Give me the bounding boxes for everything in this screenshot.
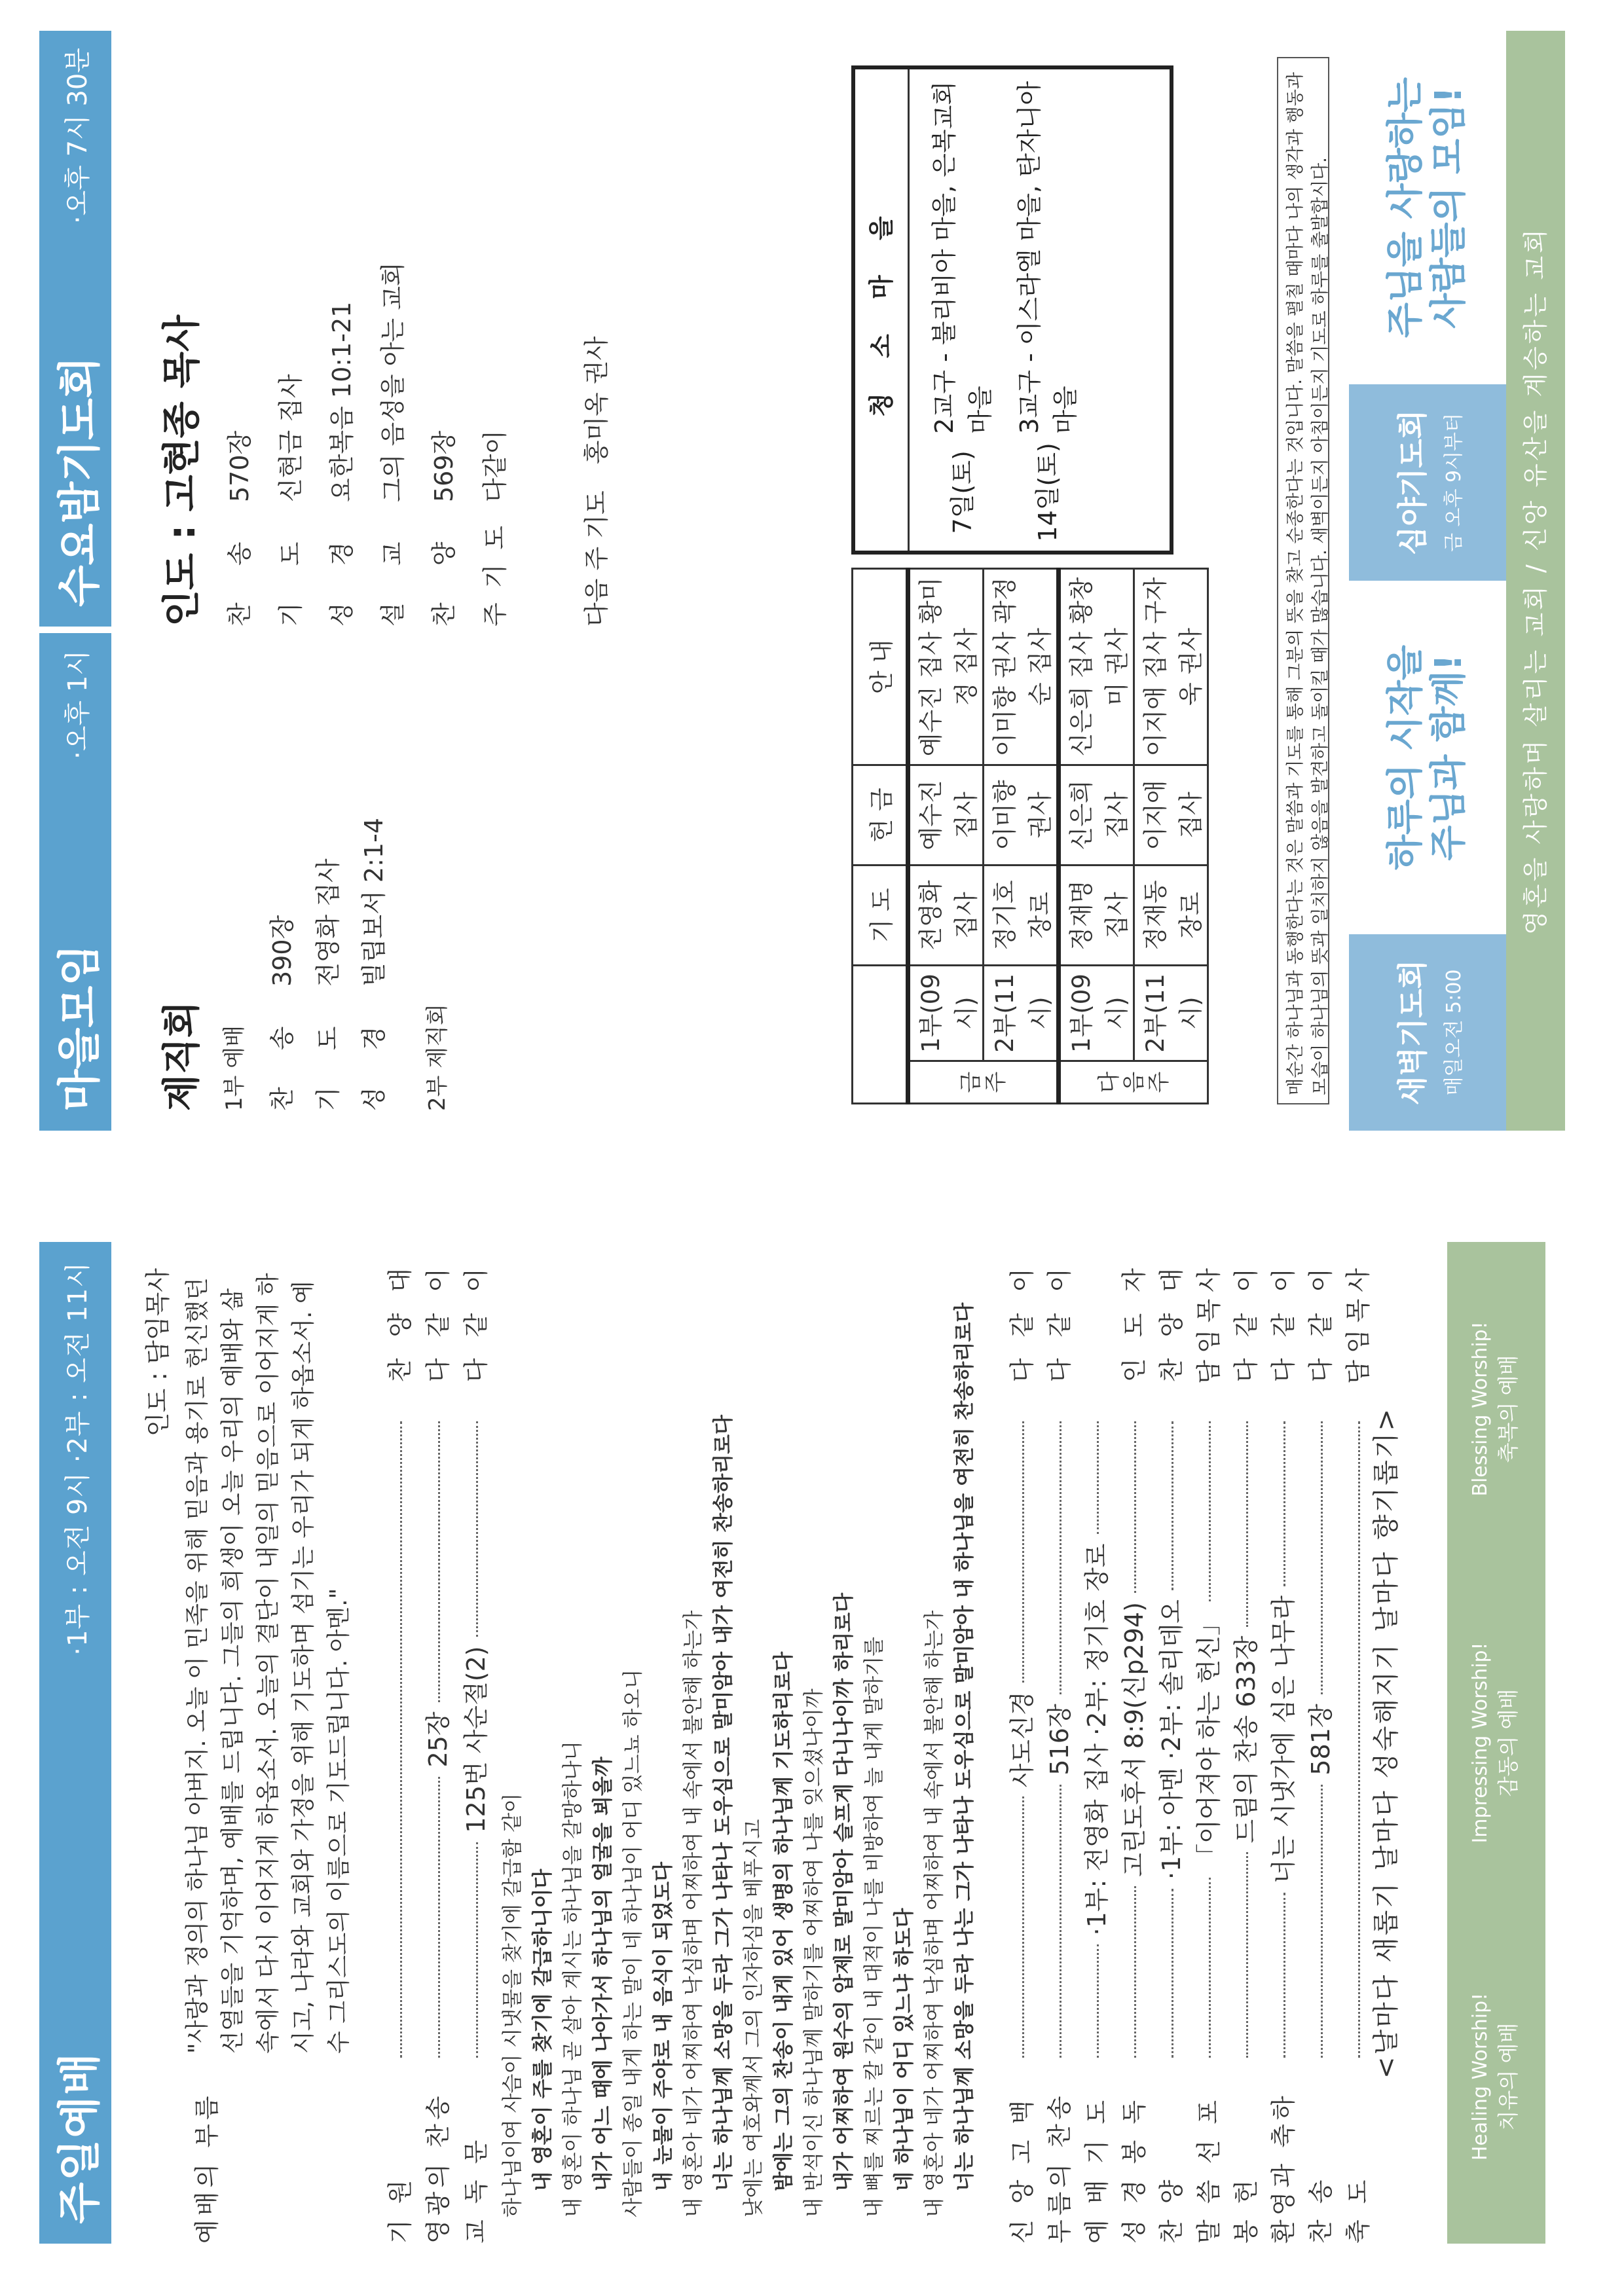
- wednesday-item: 기 도 신현금 집사: [276, 374, 305, 627]
- table-header-row: [853, 569, 908, 1104]
- night-prayer-box: [1349, 384, 1506, 581]
- meetings-panel: [39, 31, 1572, 1131]
- order-row: [456, 1262, 492, 2244]
- footer-en: Healing Worship!: [1469, 1992, 1492, 2161]
- order-label: 성 경 봉 독: [1120, 2096, 1149, 2244]
- order-value: ·1부: 전영화 집사 ·2부: 정기호 장로: [1082, 1543, 1111, 1936]
- reading-line: 내 영혼이 하나님 곧 살아 계시는 하나님을 갈망하나니: [561, 1741, 585, 2217]
- worship-leader: 인도 : 담임목사: [143, 1268, 172, 1437]
- church-motto-footer: 영혼을 사랑하며 살리는 교회 / 신앙 유산을 계승하는 교회: [1506, 31, 1565, 1131]
- order-who: 담임목사: [1194, 1261, 1223, 1384]
- wednesday-item: 찬 송 570장: [225, 430, 254, 627]
- table-cell: 정재명 집사: [1059, 865, 1134, 965]
- dot-leader: [1060, 1421, 1061, 1694]
- order-label: 환영과 축하: [1269, 2092, 1298, 2244]
- cleaning-text: 2교구 - 불리비아 마을, 은복교회 마을: [930, 81, 995, 434]
- cleaning-row: [1012, 69, 1078, 551]
- dot-leader: [1246, 1421, 1248, 1627]
- table-row: [1134, 569, 1208, 1104]
- order-value: 125번 사순절(2): [462, 1646, 490, 1833]
- dawn-prayer-slogan: 하루의 시작을 주님과 함께!: [1349, 581, 1506, 934]
- order-who: 다 같 이: [1232, 1262, 1261, 1383]
- dot-leader: [438, 1421, 440, 1702]
- order-label: 기 원: [386, 2176, 415, 2244]
- table-cell: 정기호 장로: [984, 865, 1059, 965]
- dot-leader: [1134, 1421, 1136, 1593]
- dot-leader: [476, 1842, 478, 2058]
- order-who: 찬 양 대: [1157, 1262, 1186, 1383]
- council-sub1: 1부 예배: [221, 1025, 248, 1111]
- reading-line: 내 눈물이 주야로 내 음식이 되었도다: [652, 1861, 675, 2191]
- table-cell: 이지애 집사 구자욱 권사: [1134, 569, 1208, 765]
- sunday-worship-panel: [39, 1242, 1572, 2244]
- dawn-prayer-box: [1349, 934, 1506, 1131]
- order-label: 찬 양: [1157, 2176, 1186, 2244]
- order-who: 찬 양 대: [386, 1262, 415, 1383]
- responsive-reading: [498, 1255, 980, 2217]
- reading-line: 사람들이 종일 내게 하는 말이 네 하나님이 어디 있느뇨 하오니: [621, 1669, 645, 2217]
- wednesday-prayer-title: 수요밤기도회: [54, 356, 105, 607]
- order-value: 사도신경: [1008, 1691, 1037, 1788]
- dot-leader: [1283, 1893, 1285, 2058]
- wednesday-item: 설 교 그의 음성을 아는 교회: [378, 262, 407, 627]
- footer-ko: 축복의 예배: [1496, 1355, 1521, 1463]
- reading-line: 내 반석이신 하나님께 말하기를 어찌하여 나를 잊으셨나이까: [802, 1688, 826, 2217]
- order-who: 다 같 이: [462, 1262, 490, 1383]
- dot-leader: [1172, 1889, 1173, 2058]
- footer-en: Impressing Worship!: [1469, 1642, 1492, 1844]
- sunday-worship-title: 주일예배: [54, 2051, 105, 2224]
- table-header: 헌 금: [853, 765, 908, 865]
- order-label: 찬 송: [1306, 2176, 1335, 2244]
- dot-leader: [1321, 1785, 1323, 2058]
- council-item: 기 도 전영화 집사: [314, 858, 342, 1111]
- dot-leader: [1358, 1421, 1360, 2058]
- next-week-prayer-label: 다음 주 기도: [582, 490, 611, 627]
- meetings-header: [39, 31, 111, 1131]
- order-value: ·1부: 아멘 ·2부: 솔리데오: [1157, 1599, 1186, 1880]
- dot-leader: [1022, 1796, 1024, 2058]
- council-item: 찬 송 390장: [268, 915, 297, 1111]
- wednesday-item: 성 경 요한복음 10:1-21: [327, 301, 356, 627]
- footer-ko: 감동의 예배: [1496, 1688, 1521, 1797]
- order-row: [1077, 1262, 1113, 2244]
- table-side-label: 금주: [908, 1061, 1059, 1104]
- cleaning-text: 3교구 - 이스라엘 마을, 탄자니아 마을: [1015, 81, 1080, 434]
- order-row: [1002, 1262, 1038, 2244]
- table-cell: 예수진 집사: [908, 765, 984, 865]
- order-value: 581장: [1306, 1704, 1335, 1776]
- table-header: 안 내: [853, 569, 908, 765]
- call-to-worship-label: 예배의 부름: [193, 2092, 221, 2244]
- dot-leader: [1209, 1421, 1211, 1601]
- order-value: 25장: [424, 1711, 452, 1768]
- order-row: [418, 1262, 454, 2244]
- order-value: 「이어져야 하는 헌신」: [1194, 1611, 1223, 1868]
- dot-leader: [1097, 1421, 1099, 1535]
- cleaning-date: 14일(토): [1033, 443, 1062, 542]
- order-label: 예 배 기 도: [1082, 2096, 1111, 2244]
- order-label: 봉 헌: [1232, 2176, 1261, 2244]
- sunday-worship-times: ·1부 : 오전 9시 ·2부 : 오전 11시: [62, 1262, 93, 1656]
- dot-leader: [1097, 1945, 1099, 2058]
- prayer-notice: 매순간 하나님과 동행한다는 것은 말씀과 기도를 통해 그분의 뜻을 찾고 순종한다는 것입니다. 말씀을 펼칠 때마다 나의 생각과 행동과 모습이 하나님의 뜻과 일치하지 않음을 발견하고 돌이킬 때가 많습니다. 새벽이든지 아침이든지 기도로 하루를 출발합시다.: [1277, 57, 1329, 1104]
- night-prayer-time: 금 오후 9시부터: [1443, 412, 1466, 553]
- wednesday-prayer-header: [39, 31, 111, 627]
- order-label: 부름의 찬송: [1045, 2092, 1074, 2244]
- reading-line: 너는 하나님께 소망을 두라 그가 나타나 도우심으로 말미암아 내가 여전히 찬송하리로다: [712, 1415, 735, 2191]
- order-row: [1301, 1262, 1337, 2244]
- footer-blessing: [1447, 1242, 1545, 1576]
- reading-line: 내 영혼이 주를 찾기에 갈급하니이다: [531, 1868, 555, 2191]
- wednesday-leader: 인도 : 고현종 목사: [159, 315, 204, 627]
- order-value: 고린도후서 8:9(신p294): [1120, 1602, 1149, 1877]
- dawn-prayer-time: 매일오전 5:00: [1443, 969, 1466, 1096]
- table-cell: 2부(11시): [1134, 966, 1208, 1061]
- table-cell: 전영화 집사: [908, 865, 984, 965]
- table-cell: 이지애 집사: [1134, 765, 1208, 865]
- dot-leader: [1060, 1785, 1061, 2058]
- reading-line: 낮에는 여호와께서 그의 인자하심을 베푸시고: [742, 1819, 766, 2217]
- order-value: 드림의 찬송 633장: [1232, 1635, 1261, 1844]
- night-prayer-title: 심야기도회: [1395, 409, 1430, 556]
- dot-leader: [1172, 1421, 1173, 1590]
- dot-leader: [1246, 1852, 1248, 2058]
- table-row: [908, 569, 984, 1104]
- next-week-prayer-value: 홍미옥 권사: [582, 336, 611, 465]
- order-row: [380, 1262, 416, 2244]
- dot-leader: [1209, 1878, 1211, 2058]
- wednesday-item: 찬 양 569장: [430, 430, 458, 627]
- order-who: 다 같 이: [424, 1262, 452, 1383]
- cleaning-box: [851, 65, 1173, 555]
- footer-impressing: [1447, 1576, 1545, 1910]
- sunday-worship-header: [39, 1242, 111, 2244]
- order-who: 담임목사: [1344, 1262, 1373, 1384]
- table-cell: 2부(11시): [984, 966, 1059, 1061]
- table-cell: 이미향 권사: [984, 765, 1059, 865]
- table-cell: 신은희 집사: [1059, 765, 1134, 865]
- order-who: 인 도 자: [1120, 1261, 1149, 1383]
- order-value: 너는 시냇가에 심은 나무라: [1269, 1595, 1298, 1884]
- order-label: 말 씀 선 포: [1194, 2096, 1223, 2244]
- dot-leader: [476, 1421, 478, 1637]
- table-cell: 1부(09시): [908, 966, 984, 1061]
- reading-line: 밤에는 그의 찬송이 내게 있어 생명의 하나님께 기도하리로다: [772, 1651, 796, 2191]
- dot-leader: [400, 1421, 402, 2058]
- council-sub2: 2부 제직회: [424, 1004, 451, 1111]
- order-who: 다 같 이: [1045, 1262, 1074, 1383]
- village-meeting-time: ·오후 1시: [62, 650, 93, 759]
- next-week-prayer: [576, 337, 612, 627]
- dawn-prayer-title: 새벽기도회: [1395, 959, 1430, 1106]
- service-duty-table: [851, 568, 1209, 1104]
- table-cell: 정재동 장로: [1134, 865, 1208, 965]
- dot-leader: [1321, 1421, 1323, 1694]
- cleaning-date: 7일(토): [948, 450, 977, 534]
- reading-line: 네 하나님이 어디 있느냐 하도다: [893, 1908, 916, 2191]
- order-row: [1189, 1262, 1225, 2244]
- order-row: [1226, 1262, 1262, 2244]
- prayer-band: [1349, 31, 1506, 1131]
- reading-line: 내가 어찌하여 원수의 압제로 말미암아 슬프게 다니나이까 하리로다: [832, 1592, 856, 2191]
- table-side-label: 다음주: [1059, 1061, 1208, 1104]
- footer-ko: 치유의 예배: [1496, 2022, 1521, 2131]
- reading-line: 하나님이여 사슴이 시냇물을 찾기에 갈급함 같이: [501, 1793, 525, 2217]
- table-header: 기 도: [853, 865, 908, 965]
- footer-healing: [1447, 1910, 1545, 2244]
- order-who: 다 같 이: [1269, 1262, 1298, 1383]
- table-cell: 신은희 집사 황창미 권사: [1059, 569, 1134, 765]
- call-to-worship-label-row: [187, 2067, 223, 2244]
- dot-leader: [438, 1777, 440, 2058]
- reading-line: 너는 하나님께 소망을 두라 나는 그가 나타나 도우심으로 말미암아 내 하나님을 여전히 찬송하리로다: [953, 1302, 976, 2191]
- table-cell: 1부(09시): [1059, 966, 1134, 1061]
- cleaning-title: 청 소 마 을: [855, 69, 910, 551]
- village-meeting-header: [39, 633, 111, 1131]
- order-label: 축 도: [1344, 2176, 1373, 2244]
- order-who: 다 같 이: [1008, 1262, 1037, 1383]
- order-label: 영광의 찬송: [424, 2092, 452, 2244]
- worship-footer: [1447, 1242, 1545, 2244]
- table-row: [1059, 569, 1134, 1104]
- table-cell: 이미향 권사 곽정순 집사: [984, 569, 1059, 765]
- order-label: 교 독 문: [462, 2136, 490, 2244]
- table-cell: 예수진 집사 황미정 집사: [908, 569, 984, 765]
- order-row: [1151, 1262, 1187, 2244]
- cleaning-row: [927, 69, 993, 551]
- reading-line: 내 영혼아 네가 어찌하여 낙심하며 어찌하여 내 속에서 불안해 하는가: [923, 1610, 946, 2217]
- order-row: [1114, 1262, 1150, 2244]
- dot-leader: [1022, 1421, 1024, 1683]
- council-title: 제직회: [159, 1000, 204, 1111]
- reading-line: 내가 어느 때에 나아가서 하나님의 얼굴을 뵈올까: [591, 1757, 615, 2191]
- call-to-worship-text: "사랑과 정의의 하나님 아버지. 오늘 이 민족을 위해 믿음과 용기로 헌신했던 선열들을 기억하며, 예배를 드립니다. 그들의 희생이 오늘 우리의 예배와 삶 속에서 다시 이어지게 하옵소서. 오늘의 결단이 내일의 믿음으로 이어지게 하시고, 나라와 교회와 가정을 위해 기도하며 섬기는 우리가 되게 하옵소서. 예수 그리스도의 이름으로 기도드립니다. 아멘.": [184, 1273, 352, 2054]
- table-header: [853, 966, 908, 1104]
- table-row: [984, 569, 1059, 1104]
- order-row: [1263, 1262, 1299, 2244]
- order-label: 신 앙 고 백: [1008, 2096, 1037, 2244]
- closing-motto: <날마다 새롭기 날마다 성숙해지기 날마다 향기롭기>: [1371, 1406, 1401, 2079]
- wednesday-item: 주기도 다같이: [481, 429, 509, 627]
- dot-leader: [1134, 1886, 1136, 2058]
- night-prayer-slogan: 주님을 사랑하는 사람들의 모임!: [1349, 31, 1506, 384]
- footer-en: Blessing Worship!: [1469, 1321, 1492, 1497]
- wednesday-prayer-time: ·오후 7시 30분: [62, 48, 93, 225]
- order-row: [1039, 1262, 1075, 2244]
- village-meeting-title: 마을모임: [54, 943, 105, 1111]
- order-value: 516장: [1045, 1704, 1074, 1776]
- order-who: 다 같 이: [1306, 1262, 1335, 1383]
- dot-leader: [1283, 1421, 1285, 1586]
- reading-line: 내 영혼아 네가 어찌하여 낙심하며 어찌하여 내 속에서 불안해 하는가: [682, 1610, 705, 2217]
- council-item: 성 경 빌립보서 2:1-4: [360, 818, 388, 1111]
- reading-line: 내 뼈를 찌르는 칼 같이 내 대적이 나를 비방하여 늘 내게 말하기를: [862, 1637, 886, 2217]
